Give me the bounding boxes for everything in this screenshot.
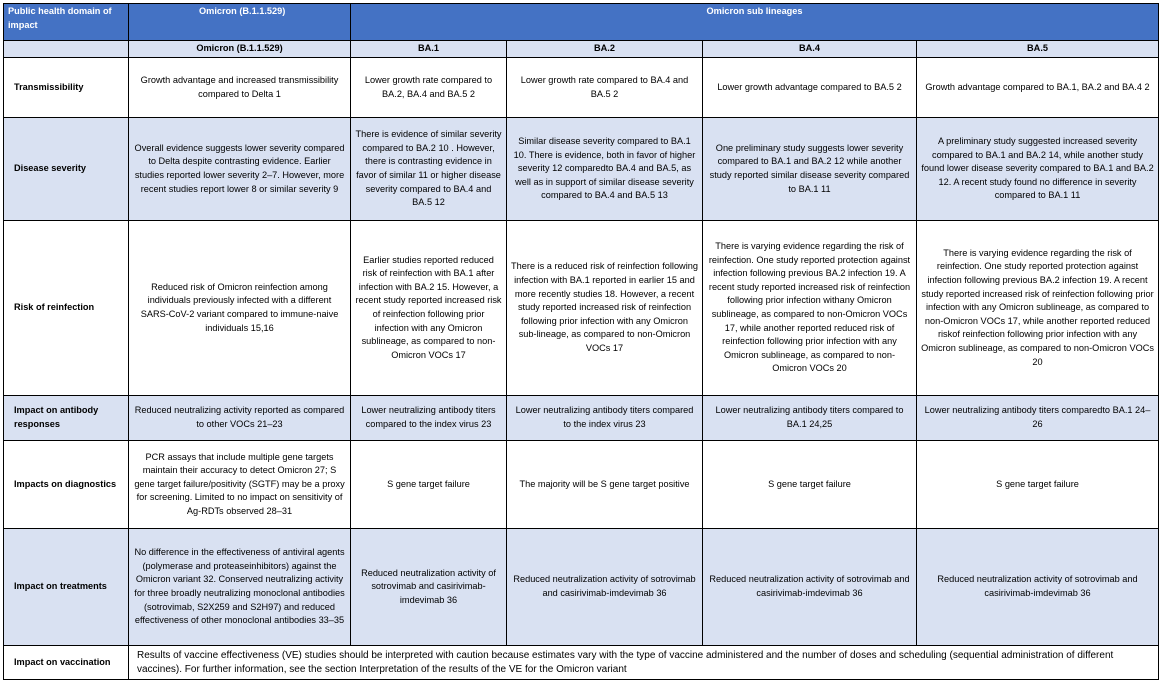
table-cell: Reduced risk of Omicron reinfection among individuals previously infected with a different SARS-CoV-2 variant compared to immune-naive individuals 15,16 (129, 221, 351, 396)
row-diagnostics (4, 441, 1159, 529)
table-cell: PCR assays that include multiple gene targets maintain their accuracy to detect Omicron 27; S gene target failure/positivity (SGTF) may be a proxy for screening. Limited to no impact on sensitivity of Ag-RDTs observed 28–31 (129, 441, 351, 529)
row-label: Transmissibility (4, 58, 129, 118)
table-cell: Lower growth rate compared to BA.4 and BA.5 2 (507, 58, 703, 118)
row-label: Risk of reinfection (4, 221, 129, 396)
column-header-ba2: BA.2 (507, 41, 703, 58)
header-row (4, 4, 1159, 41)
table-cell: S gene target failure (351, 441, 507, 529)
omicron-header: Omicron (B.1.1.529) (129, 4, 351, 41)
column-header-row (4, 41, 1159, 58)
table-cell: Reduced neutralizing activity reported as compared to other VOCs 21–23 (129, 396, 351, 441)
column-header-ba5: BA.5 (917, 41, 1159, 58)
table-cell: Reduced neutralization activity of sotrovimab and casirivimab-imdevimab 36 (703, 529, 917, 646)
table-cell: Lower growth rate compared to BA.2, BA.4 and BA.5 2 (351, 58, 507, 118)
row-treatments (4, 529, 1159, 646)
table-cell: Lower neutralizing antibody titers compared to BA.1 24,25 (703, 396, 917, 441)
row-transmissibility (4, 58, 1159, 118)
table-cell: Reduced neutralization activity of sotrovimab and casirivimab-imdevimab 36 (351, 529, 507, 646)
table-cell: Lower neutralizing antibody titers compared to the index virus 23 (351, 396, 507, 441)
row-vaccination (4, 646, 1159, 680)
table-cell: Lower neutralizing antibody titers compared to the index virus 23 (507, 396, 703, 441)
row-label: Impacts on diagnostics (4, 441, 129, 529)
table-cell: There is varying evidence regarding the risk of reinfection. One study reported protection against infection following previous BA.2 infection 19. A recent study reported increased risk of reinfection following prior infection with any Omicron sublineage, as compared to non-Omicron VOCs 17, while another reported reduced riskof reinfection following prior infection with any Omicron sublineage, as compared to non-Omicron VOCs 20 (917, 221, 1159, 396)
table-cell: There is varying evidence regarding the risk of reinfection. One study reported protection against infection following previous BA.2 infection 19. A recent study reported increased risk of reinfection following prior infection withany Omicron sublineage, as compared to non-Omicron VOCs 17, while another reported reduced risk of reinfection following prior infection with any Omicron sublineage, as compared to non-Omicron VOCs 20 (703, 221, 917, 396)
table-cell: Reduced neutralization activity of sotrovimab and casirivimab-imdevimab 36 (507, 529, 703, 646)
table-cell: S gene target failure (703, 441, 917, 529)
table-cell: There is a reduced risk of reinfection following infection with BA.1 reported in earlier 15 and more recently studies 18. However, a recent study reported increased risk of reinfection following prior infection with any Omicron sub-lineage, as compared to non-Omicron VOCs 17 (507, 221, 703, 396)
domain-header: Public health domain of impact (4, 4, 129, 41)
table-cell: A preliminary study suggested increased severity compared to BA.1 and BA.2 14, while another study found lower disease severity compared to BA.1 and BA.2 12. A recent study found no difference in severity compared to BA.1 11 (917, 118, 1159, 221)
table-cell: Overall evidence suggests lower severity compared to Delta despite contrasting evidence. Earlier studies reported lower severity 2–7. However, more recent studies report lower 8 or similar severity 9 (129, 118, 351, 221)
row-antibody-responses (4, 396, 1159, 441)
table-cell: Earlier studies reported reduced risk of reinfection with BA.1 after infection with BA.2 15. However, a recent study reported increased risk of reinfection following prior infection with any Omicron sublineage, as compared to non-Omicron VOCs 17 (351, 221, 507, 396)
table-cell: Lower growth advantage compared to BA.5 2 (703, 58, 917, 118)
table-cell: Similar disease severity compared to BA.1 10. There is evidence, both in favor of higher severity 12 comparedto BA.4 and BA.5, as well as in support of similar disease severity compared to BA.4 and BA.5 13 (507, 118, 703, 221)
table-cell: One preliminary study suggests lower severity compared to BA.1 and BA.2 12 while another study reported similar disease severity compared to BA.1 11 (703, 118, 917, 221)
row-label: Impact on treatments (4, 529, 129, 646)
table-cell: S gene target failure (917, 441, 1159, 529)
row-risk-of-reinfection (4, 221, 1159, 396)
table-cell: Growth advantage compared to BA.1, BA.2 and BA.4 2 (917, 58, 1159, 118)
row-label: Impact on vaccination (4, 646, 129, 680)
table-cell: Growth advantage and increased transmissibility compared to Delta 1 (129, 58, 351, 118)
column-header-ba4: BA.4 (703, 41, 917, 58)
table-cell: No difference in the effectiveness of antiviral agents (polymerase and proteaseinhibitors) against the Omicron variant 32. Conserved neutralizing activity for three broadly neutralizing monoclonal antibodies (sotrovimab, S2X259 and S2H97) and reduced effectiveness of other monoclonal antibodies 33–35 (129, 529, 351, 646)
column-header-omicron: Omicron (B.1.1.529) (129, 41, 351, 58)
table-cell: The majority will be S gene target positive (507, 441, 703, 529)
sub-lineages-header: Omicron sub lineages (351, 4, 1159, 41)
row-label: Disease severity (4, 118, 129, 221)
table-cell: Reduced neutralization activity of sotrovimab and casirivimab-imdevimab 36 (917, 529, 1159, 646)
row-label: Impact on antibody responses (4, 396, 129, 441)
column-header-blank (4, 41, 129, 58)
vaccination-note: Results of vaccine effectiveness (VE) studies should be interpreted with caution because estimates vary with the type of vaccine administered and the number of doses and scheduling (sequential administration of different vaccines). For further information, see the section Interpretation of the results of the VE for the Omicron variant (129, 646, 1159, 680)
row-disease-severity (4, 118, 1159, 221)
table-cell: Lower neutralizing antibody titers comparedto BA.1 24–26 (917, 396, 1159, 441)
column-header-ba1: BA.1 (351, 41, 507, 58)
omicron-impact-table (3, 3, 1159, 680)
table-cell: There is evidence of similar severity compared to BA.2 10 . However, there is contrasting evidence in favor of similar 11 or higher disease severity compared to BA.4 and BA.5 12 (351, 118, 507, 221)
